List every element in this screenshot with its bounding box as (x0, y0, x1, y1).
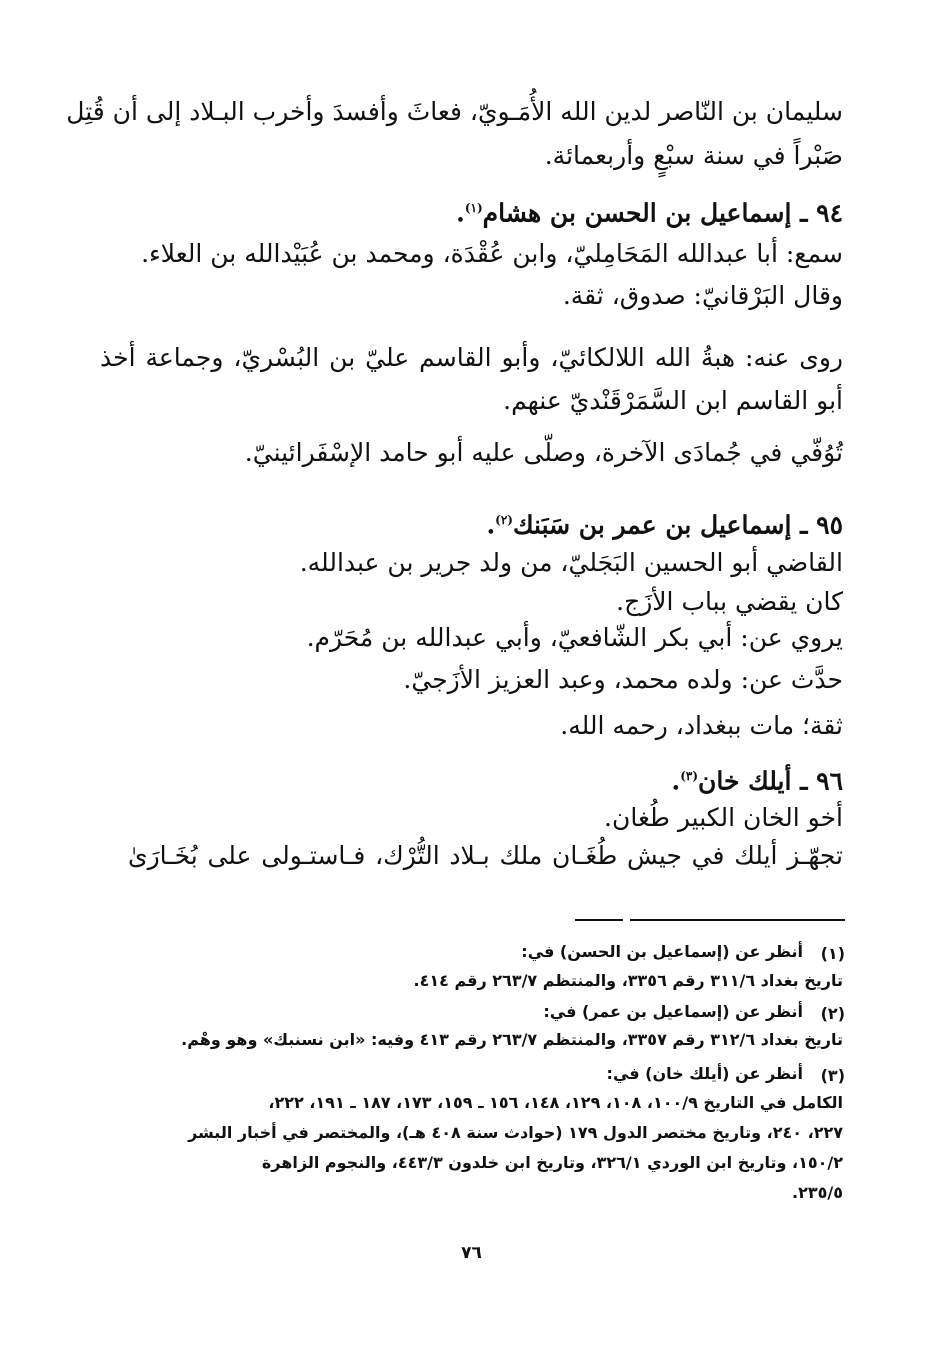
entry-96-heading (671, 758, 843, 799)
footnote-rule (630, 919, 845, 921)
footnote-3-line: ١٥٠/٢، وتاريخ ابن الوردي ٣٢٦/١، وتاريخ ابن خلدون ٤٤٣/٣، والنجوم الزاهرة (261, 1153, 843, 1172)
footnote-ref-1: (١) (464, 201, 483, 215)
footnote-2-line: أنظر عن (إسماعيل بن عمر) في: (543, 1002, 803, 1021)
footnote-3-line: أنظر عن (أيلك خان) في: (606, 1064, 803, 1083)
body-line: وقال البَرْقانيّ: صدوق، ثقة. (562, 281, 843, 310)
footnote-1-line: تاريخ بغداد ٣١١/٦ رقم ٣٣٥٦، والمنتظم ٢٦٣/٧ رقم ٤١٤. (413, 971, 843, 990)
footnote-1-line: أنظر عن (إسماعيل بن الحسن) في: (521, 942, 803, 961)
footnote-number-1: (١) (820, 944, 845, 963)
body-line: سليمان بن النّاصر لدين الله الأُمَـويّ، فعاثَ وأفسدَ وأخرب البـلاد إلى أن قُتِل (66, 97, 843, 126)
body-line: كان يقضي بباب الأزَج. (616, 587, 843, 616)
page-number: ٧٦ (461, 1243, 482, 1263)
footnote-3-line: ٢٣٥/٥. (792, 1183, 843, 1202)
footnote-3-line: الكامل في التاريخ ١٠٠/٩، ١٠٨، ١٢٩، ١٤٨، ١٥٦ ـ ١٥٩، ١٧٣، ١٨٧ ـ ١٩١، ٢٢٢، (268, 1093, 843, 1112)
body-line: القاضي أبو الحسين البَجَليّ، من ولد جرير بن عبدالله. (299, 548, 843, 577)
body-line: يروي عن: أبي بكر الشّافعيّ، وأبي عبدالله بن مُحَرّم. (306, 623, 843, 652)
footnote-3-line: ٢٢٧، ٢٤٠، وتاريخ مختصر الدول ١٧٩ (حوادث سنة ٤٠٨ هـ)، والمختصر في أخبار البشر (188, 1123, 843, 1142)
body-line: تجهّـز أيلك في جيش طُغَـان ملك بـلاد التُّرْك، فـاستـولى على بُخَـارَىٰ (128, 841, 843, 870)
entry-94-title: ٩٤ ـ إسماعيل بن الحسن بن هشام (482, 198, 843, 228)
footnote-ref-2: (٢) (495, 513, 513, 527)
entry-96-title: ٩٦ ـ أيلك خان (698, 766, 843, 796)
entry-95-heading (486, 502, 843, 543)
footnote-number-3: (٣) (820, 1066, 845, 1085)
body-line: تُوُفّي في جُمادَى الآخرة، وصلّى عليه أبو حامد الإسْفَرائينيّ. (244, 438, 843, 467)
body-line: أخو الخان الكبير طُغان. (604, 803, 843, 832)
entry-94-heading (456, 190, 843, 231)
body-line: حدَّث عن: ولده محمد، وعبد العزيز الأزَجيّ. (403, 665, 843, 694)
entry-96-period: . (671, 766, 681, 796)
body-line: صَبْراً في سنة سبْعٍ وأربعمائة. (544, 141, 843, 170)
entry-95-period: . (486, 510, 496, 540)
body-line: سمع: أبا عبدالله المَحَامِليّ، وابن عُقْدَة، ومحمد بن عُبَيْدالله بن العلاء. (141, 239, 843, 268)
body-line: روى عنه: هبةُ الله اللالكائيّ، وأبو القاسم عليّ بن البُسْريّ، وجماعة أخذ (100, 343, 843, 372)
footnote-rule-short (575, 919, 623, 921)
body-line: أبو القاسم ابن السَّمَرْقَنْديّ عنهم. (503, 386, 843, 415)
entry-95-title: ٩٥ ـ إسماعيل بن عمر بن سَبَنك (512, 510, 843, 540)
body-line: ثقة؛ مات ببغداد، رحمه الله. (560, 711, 843, 740)
footnote-ref-3: (٣) (680, 769, 699, 783)
entry-94-period: . (456, 198, 465, 228)
footnote-number-2: (٢) (820, 1004, 845, 1023)
footnote-2-line: تاريخ بغداد ٣١٢/٦ رقم ٣٣٥٧، والمنتظم ٢٦٣/٧ رقم ٤١٣ وفيه: «ابن نسنبك» وهو وهْم. (181, 1030, 843, 1049)
